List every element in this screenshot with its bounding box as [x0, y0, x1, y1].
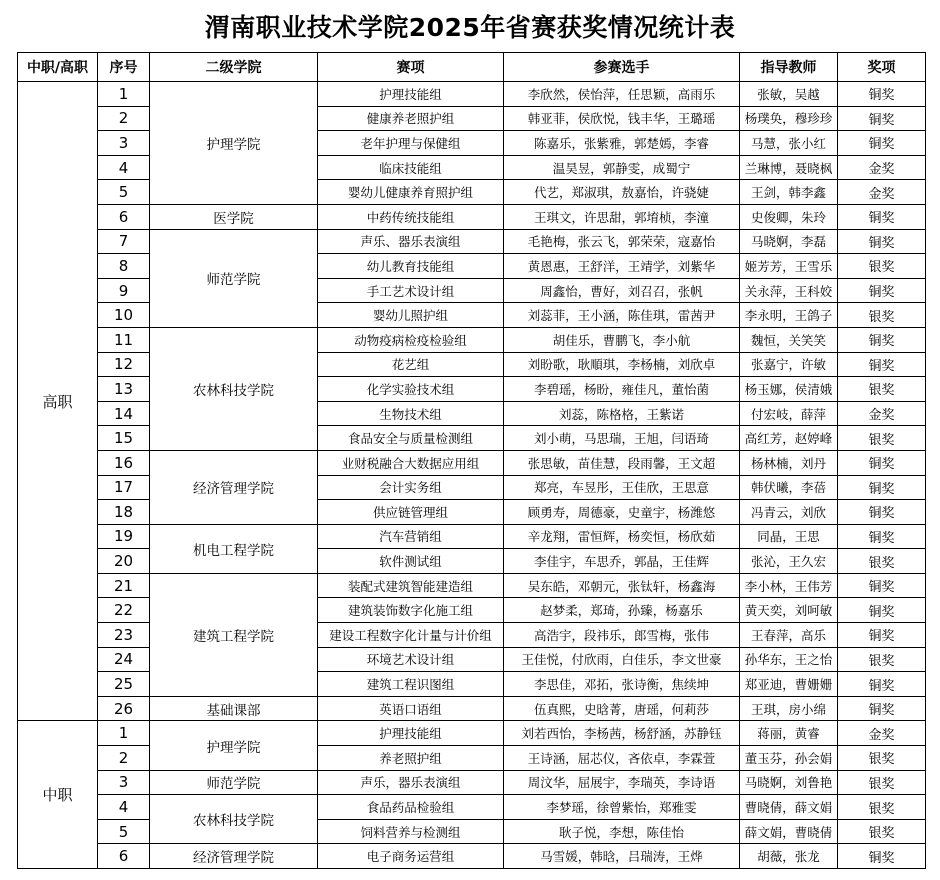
award-cell: 铜奖	[838, 131, 926, 156]
college-cell: 农林科技学院	[150, 327, 318, 450]
header-players: 参赛选手	[504, 53, 740, 82]
college-cell: 农林科技学院	[150, 795, 318, 844]
teachers-cell: 李小林，王伟芳	[740, 573, 838, 598]
event-cell: 临床技能组	[318, 155, 504, 180]
award-cell: 金奖	[838, 155, 926, 180]
teachers-cell: 薛文娟，曹晓倩	[740, 819, 838, 844]
header-level: 中职/高职	[18, 53, 98, 82]
event-cell: 食品药品检验组	[318, 795, 504, 820]
teachers-cell: 杨玉娜，侯清娥	[740, 377, 838, 402]
teachers-cell: 魏恒，关笑笑	[740, 327, 838, 352]
college-cell: 护理学院	[150, 721, 318, 770]
event-cell: 建筑装饰数字化施工组	[318, 598, 504, 623]
players-cell: 陈嘉乐，张紫雅，郭楚嫣，李睿	[504, 131, 740, 156]
players-cell: 周鑫怡，曹好，刘召召，张帆	[504, 278, 740, 303]
event-cell: 装配式建筑智能建造组	[318, 573, 504, 598]
players-cell: 温昊昱，郭静雯，成蜀宁	[504, 155, 740, 180]
teachers-cell: 曹晓倩，薛文娟	[740, 795, 838, 820]
teachers-cell: 同晶，王思	[740, 524, 838, 549]
seq-cell: 4	[98, 155, 150, 180]
seq-cell: 8	[98, 254, 150, 279]
players-cell: 刘盼歌，耿順琪，李杨楠，刘欣卓	[504, 352, 740, 377]
teachers-cell: 杨璞奂，穆珍珍	[740, 106, 838, 131]
players-cell: 高浩宇，段祎乐，郎雪梅，张伟	[504, 623, 740, 648]
teachers-cell: 冯青云，刘欣	[740, 500, 838, 525]
award-cell: 银奖	[838, 819, 926, 844]
teachers-cell: 高红芳，赵婷峰	[740, 426, 838, 451]
award-cell: 银奖	[838, 549, 926, 574]
seq-cell: 6	[98, 204, 150, 229]
event-cell: 健康养老照护组	[318, 106, 504, 131]
award-cell: 金奖	[838, 721, 926, 746]
seq-cell: 24	[98, 647, 150, 672]
college-cell: 医学院	[150, 204, 318, 229]
college-cell: 建筑工程学院	[150, 573, 318, 696]
college-cell: 护理学院	[150, 82, 318, 205]
award-cell: 银奖	[838, 647, 926, 672]
seq-cell: 22	[98, 598, 150, 623]
seq-cell: 5	[98, 180, 150, 205]
seq-cell: 14	[98, 401, 150, 426]
header-teachers: 指导教师	[740, 53, 838, 82]
table-row	[18, 229, 926, 254]
award-cell: 铜奖	[838, 450, 926, 475]
seq-cell: 17	[98, 475, 150, 500]
college-cell: 经济管理学院	[150, 844, 318, 869]
seq-cell: 15	[98, 426, 150, 451]
seq-cell: 11	[98, 327, 150, 352]
award-cell: 银奖	[838, 746, 926, 771]
seq-cell: 1	[98, 82, 150, 107]
event-cell: 老年护理与保健组	[318, 131, 504, 156]
event-cell: 食品安全与质量检测组	[318, 426, 504, 451]
award-cell: 铜奖	[838, 524, 926, 549]
event-cell: 动物疫病检疫检验组	[318, 327, 504, 352]
seq-cell: 9	[98, 278, 150, 303]
event-cell: 手工艺术设计组	[318, 278, 504, 303]
event-cell: 花艺组	[318, 352, 504, 377]
event-cell: 养老照护组	[318, 746, 504, 771]
seq-cell: 18	[98, 500, 150, 525]
teachers-cell: 王琪，房小绵	[740, 696, 838, 721]
players-cell: 辛龙翔，雷恒辉，杨奕恒，杨欣茹	[504, 524, 740, 549]
seq-cell: 21	[98, 573, 150, 598]
level-cell: 中职	[18, 721, 98, 869]
header-row	[18, 53, 926, 82]
header-event: 赛项	[318, 53, 504, 82]
teachers-cell: 董玉芬，孙会娟	[740, 746, 838, 771]
players-cell: 伍真熙，史晗菁，唐瑶，何莉莎	[504, 696, 740, 721]
teachers-cell: 史俊卿，朱玲	[740, 204, 838, 229]
table-row	[18, 795, 926, 820]
players-cell: 李碧瑶，杨盼，雍佳凡，董怡菌	[504, 377, 740, 402]
college-cell: 师范学院	[150, 770, 318, 795]
event-cell: 业财税融合大数据应用组	[318, 450, 504, 475]
event-cell: 化学实验技术组	[318, 377, 504, 402]
teachers-cell: 孙华东，王之怡	[740, 647, 838, 672]
header-seq: 序号	[98, 53, 150, 82]
seq-cell: 3	[98, 131, 150, 156]
seq-cell: 12	[98, 352, 150, 377]
players-cell: 耿子悦，李想，陈佳怡	[504, 819, 740, 844]
award-cell: 铜奖	[838, 500, 926, 525]
players-cell: 周汶华，屈展宇，李瑞英，李诗语	[504, 770, 740, 795]
table-row	[18, 450, 926, 475]
event-cell: 英语口语组	[318, 696, 504, 721]
header-college: 二级学院	[150, 53, 318, 82]
players-cell: 马雪媛，韩晗，吕瑞涛，王烨	[504, 844, 740, 869]
event-cell: 环境艺术设计组	[318, 647, 504, 672]
teachers-cell: 郑亚迪，曹姗姗	[740, 672, 838, 697]
seq-cell: 25	[98, 672, 150, 697]
players-cell: 李佳宇，车思乔，郭晶，王佳辉	[504, 549, 740, 574]
teachers-cell: 王春萍，高乐	[740, 623, 838, 648]
teachers-cell: 马慧，张小红	[740, 131, 838, 156]
event-cell: 婴幼儿照护组	[318, 303, 504, 328]
teachers-cell: 黄天奕，刘呵敏	[740, 598, 838, 623]
event-cell: 幼儿教育技能组	[318, 254, 504, 279]
teachers-cell: 李永明，王鸽子	[740, 303, 838, 328]
award-cell: 铜奖	[838, 475, 926, 500]
award-cell: 铜奖	[838, 672, 926, 697]
teachers-cell: 张沁，王久宏	[740, 549, 838, 574]
award-cell: 铜奖	[838, 696, 926, 721]
table-row	[18, 573, 926, 598]
award-cell: 铜奖	[838, 623, 926, 648]
award-cell: 铜奖	[838, 352, 926, 377]
event-cell: 婴幼儿健康养育照护组	[318, 180, 504, 205]
award-cell: 铜奖	[838, 573, 926, 598]
table-row	[18, 204, 926, 229]
players-cell: 赵梦柔，郑琦，孙臻，杨嘉乐	[504, 598, 740, 623]
players-cell: 王佳悦，付欣雨，白佳乐，李文世豪	[504, 647, 740, 672]
seq-cell: 2	[98, 106, 150, 131]
table-row	[18, 721, 926, 746]
players-cell: 韩亚菲，侯欣悦，钱丰华，王璐瑶	[504, 106, 740, 131]
award-cell: 金奖	[838, 180, 926, 205]
players-cell: 李欣然，侯怡萍，任思颖，高雨乐	[504, 82, 740, 107]
award-cell: 银奖	[838, 377, 926, 402]
award-cell: 银奖	[838, 426, 926, 451]
teachers-cell: 王剑，韩李鑫	[740, 180, 838, 205]
college-cell: 师范学院	[150, 229, 318, 327]
teachers-cell: 马晓婀，刘鲁艳	[740, 770, 838, 795]
teachers-cell: 胡薇，张龙	[740, 844, 838, 869]
event-cell: 护理技能组	[318, 721, 504, 746]
players-cell: 代艺，郑淑琪，敖嘉怡，许骁婕	[504, 180, 740, 205]
seq-cell: 26	[98, 696, 150, 721]
college-cell: 经济管理学院	[150, 450, 318, 524]
seq-cell: 3	[98, 770, 150, 795]
players-cell: 王琪文，许思甜，郭堉桢，李潼	[504, 204, 740, 229]
award-cell: 银奖	[838, 795, 926, 820]
award-cell: 铜奖	[838, 278, 926, 303]
players-cell: 李思佳，邓拓，张诗衡，焦续坤	[504, 672, 740, 697]
award-cell: 铜奖	[838, 327, 926, 352]
players-cell: 吴东皓，邓朝元，张钛轩，杨鑫海	[504, 573, 740, 598]
event-cell: 建筑工程识图组	[318, 672, 504, 697]
event-cell: 电子商务运营组	[318, 844, 504, 869]
event-cell: 护理技能组	[318, 82, 504, 107]
players-cell: 胡佳乐，曹鹏飞，李小航	[504, 327, 740, 352]
teachers-cell: 韩伏曦，李蓓	[740, 475, 838, 500]
seq-cell: 7	[98, 229, 150, 254]
award-cell: 铜奖	[838, 204, 926, 229]
event-cell: 声乐，器乐表演组	[318, 770, 504, 795]
players-cell: 顾勇寿，周德豪，史童宇，杨潍悠	[504, 500, 740, 525]
award-cell: 铜奖	[838, 844, 926, 869]
event-cell: 汽车营销组	[318, 524, 504, 549]
table-row	[18, 844, 926, 869]
event-cell: 软件测试组	[318, 549, 504, 574]
table-row	[18, 524, 926, 549]
seq-cell: 1	[98, 721, 150, 746]
teachers-cell: 姬芳芳，王雪乐	[740, 254, 838, 279]
event-cell: 饲料营养与检测组	[318, 819, 504, 844]
table-body	[18, 82, 926, 869]
players-cell: 刘蕊，陈格格，王紫诺	[504, 401, 740, 426]
seq-cell: 23	[98, 623, 150, 648]
event-cell: 建设工程数字化计量与计价组	[318, 623, 504, 648]
seq-cell: 16	[98, 450, 150, 475]
awards-table	[17, 52, 926, 869]
seq-cell: 2	[98, 746, 150, 771]
players-cell: 毛艳梅，张云飞，郭荣荣，寇嘉怡	[504, 229, 740, 254]
award-cell: 银奖	[838, 254, 926, 279]
event-cell: 中药传统技能组	[318, 204, 504, 229]
event-cell: 声乐、器乐表演组	[318, 229, 504, 254]
teachers-cell: 张嘉宁，许敏	[740, 352, 838, 377]
college-cell: 机电工程学院	[150, 524, 318, 573]
seq-cell: 6	[98, 844, 150, 869]
players-cell: 王诗涵，屈芯仪，吝依卓，李霖萱	[504, 746, 740, 771]
players-cell: 黄恩惠，王舒洋，王靖学，刘紫华	[504, 254, 740, 279]
teachers-cell: 蒋丽，黄睿	[740, 721, 838, 746]
table-row	[18, 696, 926, 721]
event-cell: 会计实务组	[318, 475, 504, 500]
teachers-cell: 张敏，吴越	[740, 82, 838, 107]
college-cell: 基础课部	[150, 696, 318, 721]
award-cell: 铜奖	[838, 598, 926, 623]
players-cell: 张思敏，苗佳慧，段雨馨，王文超	[504, 450, 740, 475]
teachers-cell: 马晓婀，李磊	[740, 229, 838, 254]
page-title: 渭南职业技术学院2025年省赛获奖情况统计表	[204, 13, 736, 42]
event-cell: 供应链管理组	[318, 500, 504, 525]
teachers-cell: 兰琳博，聂晓枫	[740, 155, 838, 180]
seq-cell: 19	[98, 524, 150, 549]
teachers-cell: 杨林楠，刘丹	[740, 450, 838, 475]
seq-cell: 5	[98, 819, 150, 844]
teachers-cell: 关永萍，王科姣	[740, 278, 838, 303]
award-cell: 银奖	[838, 770, 926, 795]
players-cell: 刘蕊菲，王小涵，陈佳琪，雷茜尹	[504, 303, 740, 328]
seq-cell: 20	[98, 549, 150, 574]
award-cell: 铜奖	[838, 229, 926, 254]
players-cell: 郑亮，车昱彤，王佳欣，王思意	[504, 475, 740, 500]
table-row	[18, 327, 926, 352]
award-cell: 金奖	[838, 401, 926, 426]
level-cell: 高职	[18, 82, 98, 721]
award-cell: 银奖	[838, 303, 926, 328]
table-row	[18, 82, 926, 107]
table-row	[18, 770, 926, 795]
seq-cell: 13	[98, 377, 150, 402]
teachers-cell: 付宏岐，薛萍	[740, 401, 838, 426]
header-award: 奖项	[838, 53, 926, 82]
players-cell: 刘若西怡，李杨茜，杨舒涵，苏静钰	[504, 721, 740, 746]
award-cell: 铜奖	[838, 82, 926, 107]
players-cell: 李梦瑶，徐曾紫怡，郑雅雯	[504, 795, 740, 820]
award-cell: 铜奖	[838, 106, 926, 131]
seq-cell: 4	[98, 795, 150, 820]
seq-cell: 10	[98, 303, 150, 328]
players-cell: 刘小萌，马思瑞，王旭，闫语琦	[504, 426, 740, 451]
event-cell: 生物技术组	[318, 401, 504, 426]
